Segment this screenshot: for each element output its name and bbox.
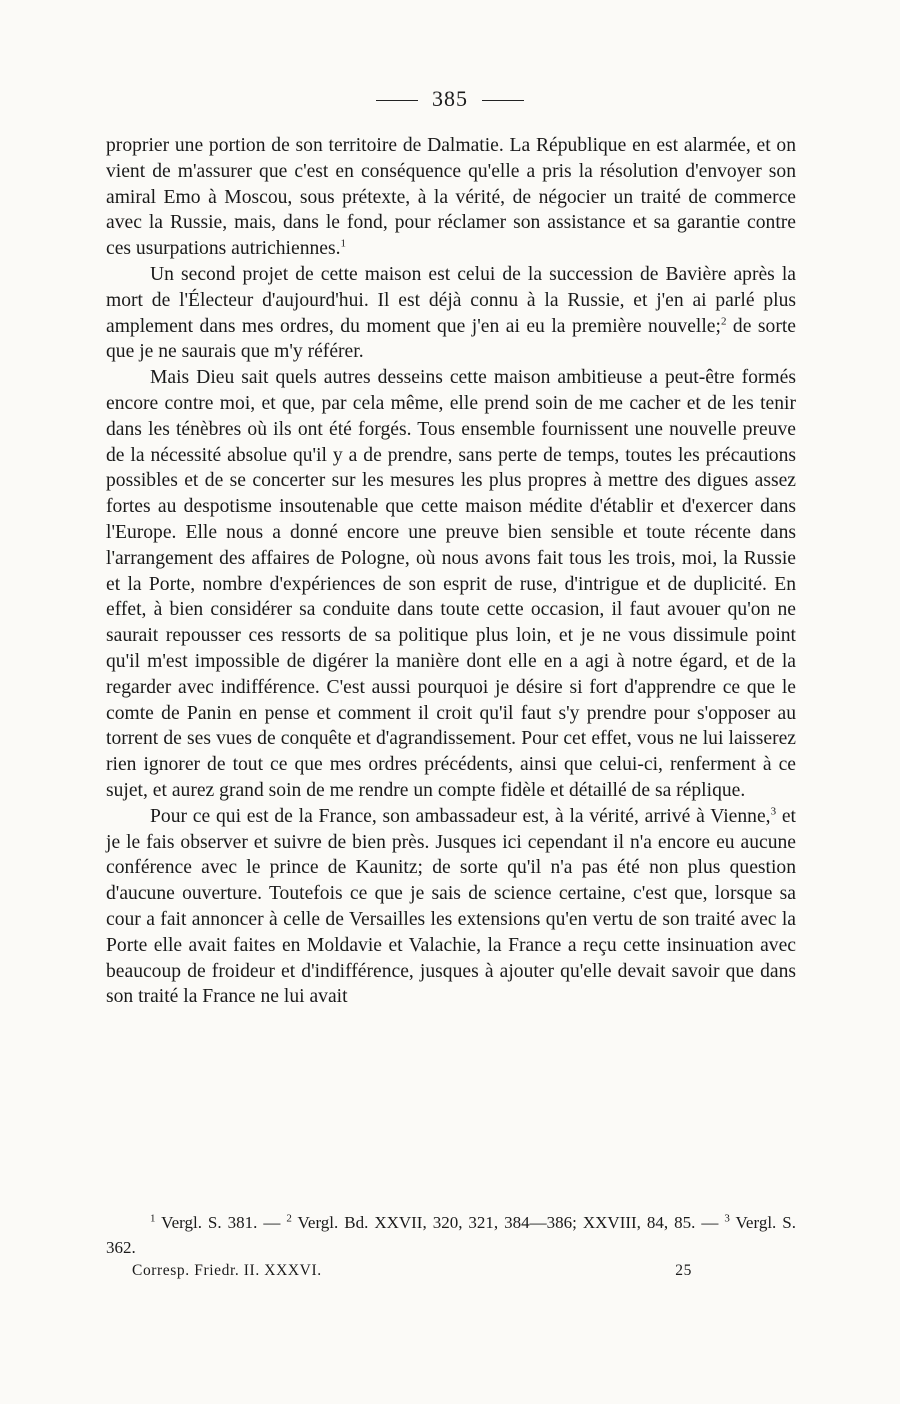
paragraph-3: Mais Dieu sait quels autres desseins cette maison ambitieuse a peut-être formés encore contre moi, et que, par cela même, elle prend soin de me cacher et de les tenir dans les ténèbres où ils ont été forgés. Tous ensemble fournissent une nouvelle preuve de la nécessité absolue qu'il y a de prendre, sans perte de temps, toutes les précautions possibles et de se concerter sur les mesures les plus propres à mettre des digues assez fortes au despotisme insoutenable que cette maison médite d'établir et d'exercer dans l'Europe. Elle nous a donné encore une preuve bien sensible et toute récente dans l'arrangement des affaires de Pologne, où nous avons fait tous les trois, moi, la Russie et la Porte, nombre d'expériences de son esprit de ruse, d'intrigue et de duplicité. En effet, à bien considérer sa conduite dans toute cette occasion, il faut avouer qu'on ne saurait repousser ces ressorts de sa politique plus loin, et je ne vous dissimule point qu'il m'est impossible de digérer la manière dont elle en a agi à notre égard, et de la regarder avec indifférence. C'est aussi pourquoi je désire si fort d'apprendre ce que le comte de Panin en pense et comment il croit qu'il faut s'y prendre pour s'opposer au torrent de ses vues de conquête et d'agrandissement. Pour cet effet, vous ne lui laisserez rien ignorer de tout ce que mes ordres précédents, ainsi que celui-ci, renferment à ce sujet, et aurez grand soin de me rendre un compte fidèle et détaillé de sa réplique. — [106, 367, 796, 801]
page-number: 385 — [432, 86, 468, 111]
printer-signature — [132, 1262, 692, 1280]
footnotes — [106, 1210, 796, 1260]
header-dash-right — [482, 100, 524, 101]
footnote-block: $^1$ Vergl. S. 381. — $^2$ Vergl. Bd. XXVII, 320, 321, 384—386; XXVIII, 84, 85. — $^3$ Vergl. S. 362. — [106, 1212, 796, 1257]
paragraph-1: proprier une portion de son territoire de Dalmatie. La République en est alarmée, et on vient de m'assurer que c'est en conséquence qu'elle a pris la résolution d'envoyer son amiral Emo à Moscou, sous prétexte, à la vérité, de négocier un traité de commerce avec la Russie, mais, dans le fond, pour réclamer son assistance et sa garantie contre ces usurpations autrichiennes.$^1$ — [106, 135, 796, 260]
footnote-ref-3: 3 — [770, 805, 777, 818]
signature-text: Corresp. Friedr. II. XXXVI. — [132, 1262, 322, 1279]
body-text — [106, 133, 796, 1010]
footnote-ref-1: 1 — [340, 237, 347, 250]
footnote-ref-2: 2 — [720, 315, 727, 328]
header-dash-left — [376, 100, 418, 101]
paragraph-2: Un second projet de cette maison est celui de la succession de Bavière après la mort de l'Électeur d'aujourd'hui. Il est déjà connu à la Russie, et j'en ai parlé plus amplement dans mes ordres, du moment que j'en ai eu la première nouvelle;$^2$ de sorte que je ne saurais que m'y référer. — [106, 263, 796, 363]
sheet-number: 25 — [675, 1262, 692, 1279]
paragraph-4: Pour ce qui est de la France, son ambassadeur est, à la vérité, arrivé à Vienne,$^3$ et je le fais observer et suivre de bien près. Jusques ici cependant il n'a encore eu aucune conférence avec le prince de Kaunitz; de sorte qu'il n'a pas été non plus question d'aucune ouverture. Toutefois ce que je sais de science certaine, c'est que, lorsque sa cour a fait annoncer à celle de Versailles les extensions qu'en vertu de son traité avec la Porte elle avait faites en Moldavie et Valachie, la France a reçu cette insinuation avec beaucoup de froideur et d'indifférence, jusques à ajouter qu'elle devait savoir que dans son traité la France ne lui avait — [106, 805, 796, 1008]
page-header — [0, 86, 900, 112]
